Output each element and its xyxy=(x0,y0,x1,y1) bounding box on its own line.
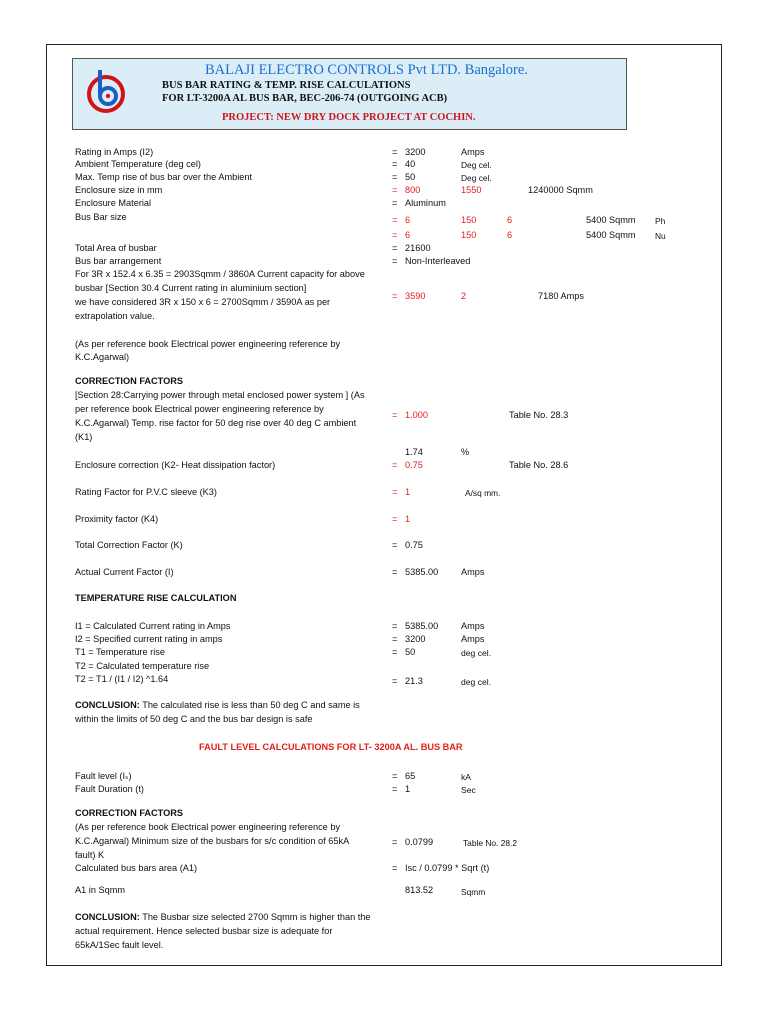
arrangement-eq: = xyxy=(392,256,398,266)
a1-formula-eq: = xyxy=(392,863,398,873)
fault-duration-eq: = xyxy=(392,784,398,794)
extrap-current: 3590 xyxy=(405,291,426,301)
material-eq: = xyxy=(392,198,398,208)
enclosure-width: 800 xyxy=(405,185,421,195)
busbar-nu-runs: 6 xyxy=(405,230,411,240)
totalarea-label: Total Area of busbar xyxy=(75,243,157,253)
extrap-eq: = xyxy=(392,291,398,301)
extrap-multiplier: 2 xyxy=(461,291,467,301)
i2-unit: Amps xyxy=(461,634,485,644)
k3-value: 1 xyxy=(405,487,411,497)
ambient-label: Ambient Temperature (deg cel) xyxy=(75,159,201,169)
fault-level-label: Fault level (Iₛ) xyxy=(75,771,132,781)
i1-eq: = xyxy=(392,621,398,631)
totalarea-value: 21600 xyxy=(405,243,431,253)
busbar-ph-tag: Ph xyxy=(655,216,666,226)
k3-label: Rating Factor for P.V.C sleeve (K3) xyxy=(75,487,217,497)
fault-conclusion-text: The Busbar size selected 2700 Sqmm is higher than the xyxy=(139,912,371,922)
arrangement-label: Bus bar arrangement xyxy=(75,256,162,266)
i1-label: I1 = Calculated Current rating in Amps xyxy=(75,621,231,631)
k2-label: Enclosure correction (K2- Heat dissipation factor) xyxy=(75,460,276,470)
extrap-line4: extrapolation value. xyxy=(75,311,155,321)
doc-subtitle: FOR LT-3200A AL BUS BAR, BEC-206-74 (OUTGOING ACB) xyxy=(162,93,448,104)
fault-k-value: 0.0799 xyxy=(405,837,434,847)
busbar-ph-width: 150 xyxy=(461,215,477,225)
arrangement-value: Non-Interleaved xyxy=(405,256,471,266)
busbar-nu-eq: = xyxy=(392,230,398,240)
t2-formula: T2 = T1 / (I1 / I2) ^1.64 xyxy=(75,674,169,684)
k3-eq: = xyxy=(392,487,398,497)
extrap-line1: For 3R x 152.4 x 6.35 = 2903Sqmm / 3860A Current capacity for above xyxy=(75,269,365,279)
k1-line3: K.C.Agarwal) Temp. rise factor for 50 deg rise over 40 deg C ambient xyxy=(75,418,357,428)
k1-value: 1.000 xyxy=(405,410,428,420)
company-name: BALAJI ELECTRO CONTROLS Pvt LTD. Bangalore. xyxy=(205,62,528,78)
extrap-line3: we have considered 3R x 150 x 6 = 2700Sqmm / 3590A as per xyxy=(75,297,331,307)
fault-k-table: Table No. 28.2 xyxy=(463,838,518,848)
fault-correction-heading: CORRECTION FACTORS xyxy=(75,808,184,818)
busbar-ph-runs: 6 xyxy=(405,215,411,225)
fault-duration-unit: Sec xyxy=(461,785,476,795)
k1-line4: (K1) xyxy=(75,432,93,442)
rating-eq: = xyxy=(392,147,398,157)
maxtemp-eq: = xyxy=(392,172,398,182)
busbar-ph-eq: = xyxy=(392,215,398,225)
actual-current-unit: Amps xyxy=(461,567,485,577)
correction-heading: CORRECTION FACTORS xyxy=(75,376,184,386)
t2-value: 21.3 xyxy=(405,676,423,686)
k1-line2: per reference book Electrical power engineering reference by xyxy=(75,404,324,414)
busbar-nu-thick: 6 xyxy=(507,230,513,240)
ref1-line2: K.C.Agarwal) xyxy=(75,352,130,362)
fault-k-line3: fault) K xyxy=(75,850,105,860)
enclosure-label: Enclosure size in mm xyxy=(75,185,163,195)
actual-current-eq: = xyxy=(392,567,398,577)
busbar-nu-tag: Nu xyxy=(655,231,666,241)
busbar-ph-area: 5400 Sqmm xyxy=(586,215,636,225)
enclosure-eq: = xyxy=(392,185,398,195)
k2-eq: = xyxy=(392,460,398,470)
ref1-line1: (As per reference book Electrical power engineering reference by xyxy=(75,339,341,349)
fault-level-value: 65 xyxy=(405,771,416,781)
company-logo xyxy=(84,66,128,116)
a1-label: A1 in Sqmm xyxy=(75,885,126,895)
doc-title: BUS BAR RATING & TEMP. RISE CALCULATIONS xyxy=(162,80,411,91)
conclusion-label: CONCLUSION: xyxy=(75,700,140,710)
temprise-conclusion-line1 xyxy=(75,699,360,711)
rating-value: 3200 xyxy=(405,147,426,157)
fault-duration-label: Fault Duration (t) xyxy=(75,784,144,794)
fault-conclusion-line1 xyxy=(75,911,371,923)
k4-value: 1 xyxy=(405,514,411,524)
a1-formula-value: Isc / 0.0799 * Sqrt (t) xyxy=(405,863,490,873)
t1-value: 50 xyxy=(405,647,416,657)
a1-formula-label: Calculated bus bars area (A1) xyxy=(75,863,198,873)
actual-current-label: Actual Current Factor (I) xyxy=(75,567,174,577)
conclusion-text: The calculated rise is less than 50 deg C and same is xyxy=(139,700,360,710)
maxtemp-value: 50 xyxy=(405,172,416,182)
busbar-label: Bus Bar size xyxy=(75,212,127,222)
i2-value: 3200 xyxy=(405,634,426,644)
temprise-heading: TEMPERATURE RISE CALCULATION xyxy=(75,593,237,603)
totalarea-eq: = xyxy=(392,243,398,253)
ambient-eq: = xyxy=(392,159,398,169)
fault-k-line2: K.C.Agarwal) Minimum size of the busbars for s/c condition of 65kA xyxy=(75,836,350,846)
k1-line1: [Section 28:Carrying power through metal enclosed power system ] (As xyxy=(75,390,365,400)
enclosure-area: 1240000 Sqmm xyxy=(528,185,593,195)
project-name: PROJECT: NEW DRY DOCK PROJECT AT COCHIN. xyxy=(222,112,476,123)
fault-k-eq: = xyxy=(392,837,398,847)
fault-level-unit: kA xyxy=(461,772,472,782)
fault-conclusion-line2: actual requirement. Hence selected busbar size is adequate for xyxy=(75,926,333,936)
fault-k-line1: (As per reference book Electrical power engineering reference by xyxy=(75,822,341,832)
k4-eq: = xyxy=(392,514,398,524)
fault-duration-value: 1 xyxy=(405,784,411,794)
enclosure-height: 1550 xyxy=(461,185,482,195)
i1-unit: Amps xyxy=(461,621,485,631)
k-label: Total Correction Factor (K) xyxy=(75,540,183,550)
material-label: Enclosure Material xyxy=(75,198,152,208)
k2-table: Table No. 28.6 xyxy=(509,460,569,470)
t1-label: T1 = Temperature rise xyxy=(75,647,165,657)
t2-label: T2 = Calculated temperature rise xyxy=(75,661,210,671)
maxtemp-label: Max. Temp rise of bus bar over the Ambient xyxy=(75,172,253,182)
temprise-conclusion-line2: within the limits of 50 deg C and the bus bar design is safe xyxy=(75,714,313,724)
k3-unit: A/sq mm. xyxy=(465,488,501,498)
a1-value: 813.52 xyxy=(405,885,434,895)
fault-conclusion-line3: 65kA/1Sec fault level. xyxy=(75,940,164,950)
fault-level-eq: = xyxy=(392,771,398,781)
t2-eq: = xyxy=(392,676,398,686)
extrap-total: 7180 Amps xyxy=(538,291,584,301)
material-value: Aluminum xyxy=(405,198,446,208)
extrap-line2: busbar [Section 30.4 Current rating in aluminium section] xyxy=(75,283,307,293)
pct-value: 1.74 xyxy=(405,447,423,457)
k-value: 0.75 xyxy=(405,540,423,550)
k1-table: Table No. 28.3 xyxy=(509,410,569,420)
fault-conclusion-label: CONCLUSION: xyxy=(75,912,140,922)
t1-eq: = xyxy=(392,647,398,657)
busbar-ph-thick: 6 xyxy=(507,215,513,225)
pct-unit: % xyxy=(461,447,470,457)
actual-current-value: 5385.00 xyxy=(405,567,439,577)
i2-label: I2 = Specified current rating in amps xyxy=(75,634,223,644)
ambient-value: 40 xyxy=(405,159,416,169)
t2-unit: deg cel. xyxy=(461,677,492,687)
ambient-unit: Deg cel. xyxy=(461,160,492,170)
i2-eq: = xyxy=(392,634,398,644)
rating-unit: Amps xyxy=(461,147,485,157)
k-eq: = xyxy=(392,540,398,550)
a1-unit: Sqmm xyxy=(461,887,486,897)
maxtemp-unit: Deg cel. xyxy=(461,173,492,183)
fault-title: FAULT LEVEL CALCULATIONS FOR LT- 3200A AL. BUS BAR xyxy=(199,742,463,752)
rating-label: Rating in Amps (I2) xyxy=(75,147,154,157)
k1-eq: = xyxy=(392,410,398,420)
t1-unit: deg cel. xyxy=(461,648,492,658)
i1-value: 5385.00 xyxy=(405,621,439,631)
busbar-nu-area: 5400 Sqmm xyxy=(586,230,636,240)
busbar-nu-width: 150 xyxy=(461,230,477,240)
k2-value: 0.75 xyxy=(405,460,423,470)
k4-label: Proximity factor (K4) xyxy=(75,514,159,524)
